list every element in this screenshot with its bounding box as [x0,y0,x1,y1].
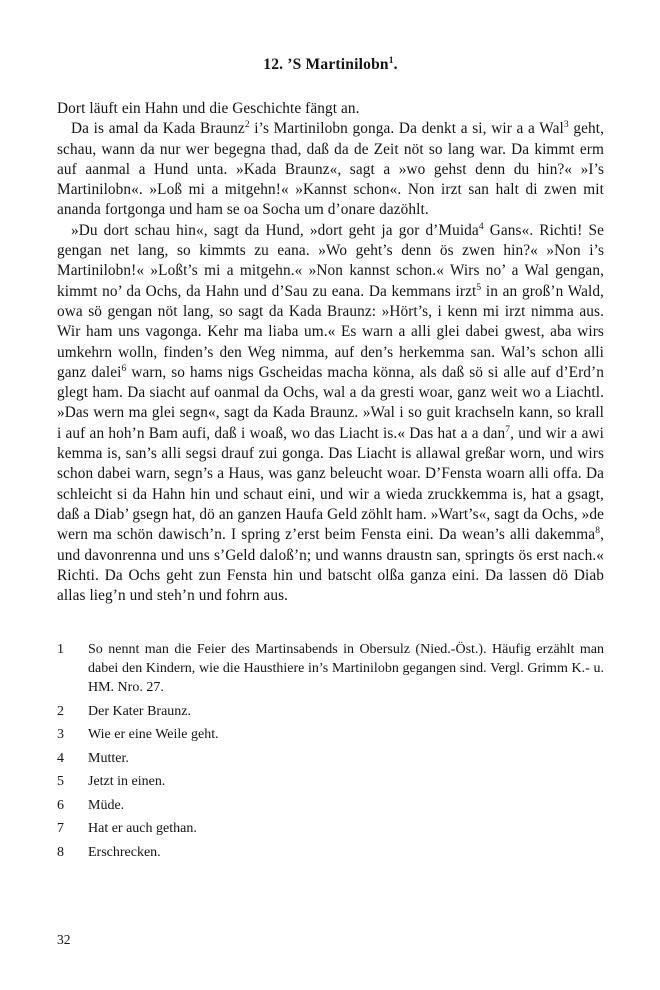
page-number: 32 [57,932,71,947]
title-footnote-ref: 1 [388,55,394,66]
footnote-number: 7 [57,821,64,837]
paragraph: Da is amal da Kada Braunz$^2$ i’s Martinilobn gonga. Da denkt a si, wir a a Wal$^3$ geht, schau, wann da nur wer begegna thad, daß da de Zeit nöt so lang war. Da kimmt erm auf aanmal a Hund unta. »Kada Braunz«, sagt a »wo gehst denn du hin?« »I’s Martinilobn«. »Loß mi a mitgehn!« »Kannst schon«. Non irzt san halt di zwen mit ananda fortgonga und ham se oa Socha um d’onare dazöhlt. [57,120,604,219]
footnote-text: Mutter. [88,750,129,766]
footnote-text: Müde. [88,797,125,813]
footnote-text: Hat er auch gethan. [88,821,197,837]
footnote-text: Der Kater Braunz. [88,703,192,719]
footnote-number: 5 [57,774,64,790]
footnote-text: Jetzt in einen. [88,774,166,790]
footnote-ref: 2 [244,120,250,131]
footnote-text: Erschrecken. [88,844,161,860]
footnote-ref: 5 [476,282,482,293]
paragraph: Dort läuft ein Hahn und die Geschichte fängt an. [57,100,360,117]
footnotes-section [57,640,604,862]
footnote [57,796,604,815]
footnote-number: 8 [57,844,64,860]
story-body [57,99,604,606]
footnote [57,843,604,862]
footnote [57,702,604,721]
footnote-text: Wie er eine Weile geht. [88,727,219,743]
paragraph: »Du dort schau hin«, sagt da Hund, »dort geht ja gor d’Muida$^4$ Gans«. Richti! Se gengan net lang, so kimmts zu eana. »Wo geht’s denn ös zwen hin?« »Non i’s Martinilobn!« »Loßt’s mi a mitgehn.« »Non kannst schon.« Wirs no’ a Wal gengan, kimmt no’ da Ochs, da Hahn und d’Sau zu eana. Da kemmans irzt$^5$ in an groß’n Wald, owa sö gengan nöt lang, so sagt da Kada Braunz: »Hört’s, i kenn mi irzt nimma aus. Wir ham uns vagonga. Kehr ma liaba um.« Es warn a alli glei dabei gwest, aba wirs umkehrn wolln, finden’s den Weg nimma, auf den’s herkemma san. Wal’s schon alli ganz dalei$^6$ warn, so hams nigs Gscheidas macha könna, als daß sö si alle auf d’Erd’n glegt ham. Da siacht auf oanmal da Ochs, wal a da gresti woar, ganz weit wo a Liachtl. »Das wern ma glei segn«, sagt da Kada Braunz. »Wal i so guit krachseln kann, so krall i auf an hoh’n Bam aufi, daß i woaß, wo das Liacht is.« Das hat a a dan$^7$, und wir a awi kemma is, san’s alli segsi drauf zui gonga. Das Liacht is allawal greßar worn, und wirs schon dabei warn, segn’s a Haus, was ganz beleucht woar. D’Fensta woarn alli offa. Da schleicht si da Hahn hin und schaut eini, und wir a wieda zruckkemma is, hat a gsagt, daß a Diab’ gsegn hat, dö an ganzen Haufa Geld zöhlt ham. »Wart’s«, sagt da Ochs, »de wern ma schön dawisch’n. I spring z’erst beim Fensta eini. Da wean’s alli dakemma$^8$, und davonrenna und uns s’Geld daloß’n; und wanns draustn san, springts ös erst nach.« Richti. Da Ochs geht zun Fensta hin und batscht olßa ganza eini. Da lassen dö Diab allas lieg’n und steh’n und fohrn aus. [57,221,605,605]
title-text: 12. ’S Martinilobn [263,56,389,73]
footnote-ref: 4 [478,221,484,232]
title-period: . [393,56,398,73]
footnote [57,749,604,768]
footnote-number: 1 [57,642,64,658]
footnote-ref: 6 [121,363,127,374]
footnote-number: 3 [57,727,64,743]
page-title [57,56,604,74]
footnote [57,725,604,744]
footnote-ref: 7 [505,424,511,435]
footnote [57,640,604,697]
footnote-ref: 3 [563,120,569,131]
footnote-number: 6 [57,797,64,813]
footnote-ref: 8 [595,526,601,537]
footnote-number: 2 [57,703,64,719]
footnote-text: So nennt man die Feier des Martinsabends in Obersulz (Nied.-Öst.). Häufig erzählt man dabei den Kindern, wie die Hausthiere in’s Martinilobn gegangen sind. Vergl. Grimm K.- u. HM. Nro. 27. [88,642,604,696]
footnote [57,819,604,838]
footnote [57,772,604,791]
footnote-number: 4 [57,750,64,766]
